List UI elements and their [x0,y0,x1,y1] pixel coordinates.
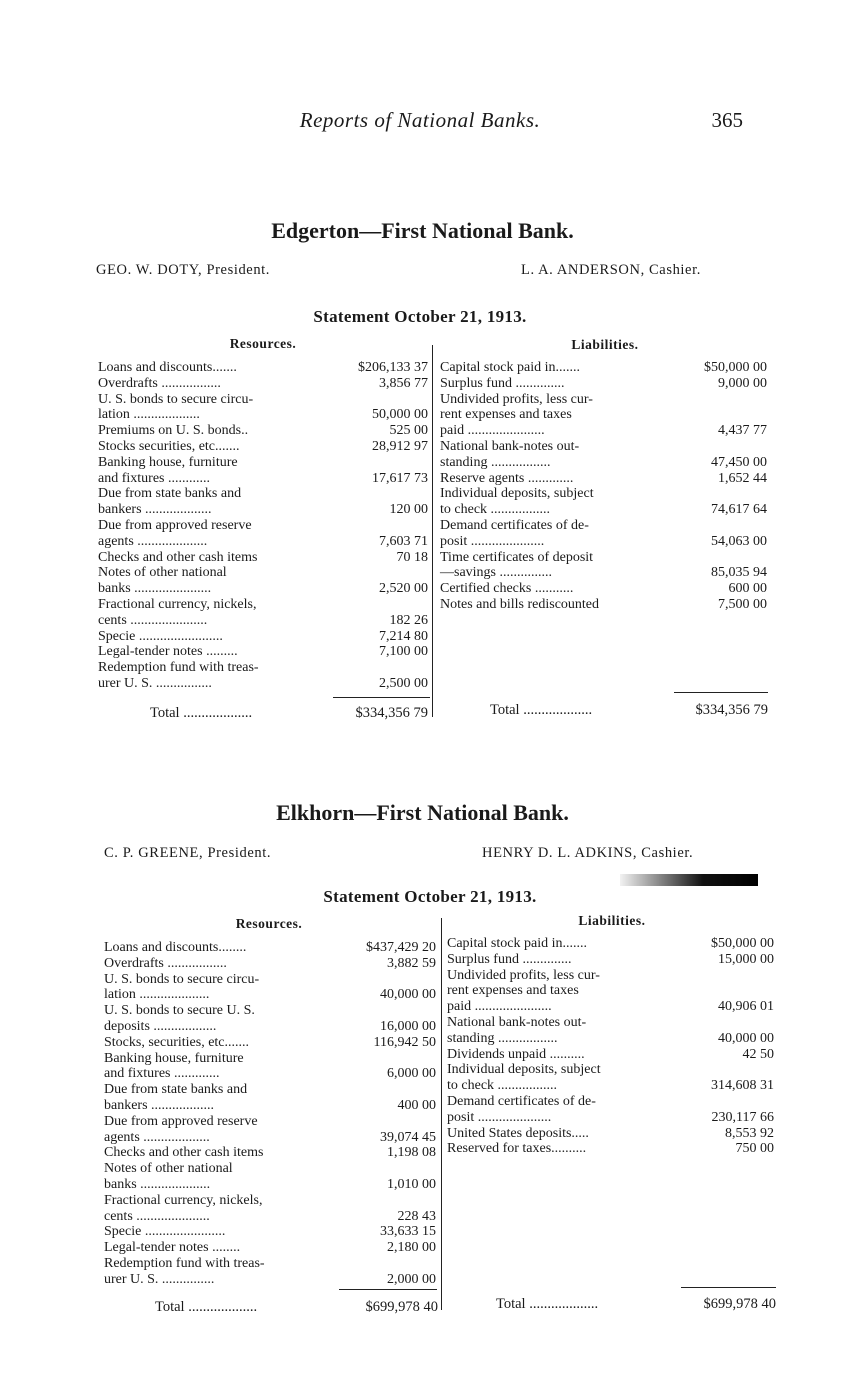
resources-total-row [150,705,428,722]
page-header-title: Reports of National Banks. [299,108,541,132]
ledger-row-label: Notes of other national banks .................... [104,1161,233,1192]
bank-name: Elkhorn—First National Bank. [276,800,569,825]
ledger-row [98,376,428,392]
ledger-row-amount: 750 00 [735,1141,774,1157]
ledger-row-amount: 314,608 31 [711,1078,774,1094]
bank-name: Edgerton—First National Bank. [271,218,574,243]
ledger-row-label: Dividends unpaid .......... [447,1046,585,1062]
statement-date: Statement October 21, 1913. [323,887,537,906]
statement-date: Statement October 21, 1913. [313,307,527,326]
total-label: Total ................... [496,1296,599,1312]
ledger-row-amount: 7,100 00 [379,644,428,660]
column-divider [432,345,433,717]
ledger-row-label: Due from approved reserve agents .................... [98,517,252,549]
ledger-row-amount: 600 00 [728,581,767,597]
ledger-row-label: Individual deposits, subject to check ................. [447,1062,601,1094]
ledger-row [104,956,436,972]
ledger-row [440,439,767,471]
ledger-row-amount: 228 43 [397,1208,436,1224]
ledger-row-amount: 182 26 [389,612,428,628]
ledger-row-amount: 2,180 00 [387,1240,436,1256]
ledger-row-amount: 40,906 01 [718,999,774,1015]
total-label: Total ................... [155,1299,258,1315]
ledger-row-amount: 2,000 00 [387,1271,436,1287]
resources-total-rule [333,697,430,698]
ledger-row-amount: 39,074 45 [380,1129,436,1145]
ledger-row [104,972,436,1004]
ledger-row [98,439,428,455]
ledger-row-label: Undivided profits, less cur- rent expenses and taxes paid ...................... [440,391,593,439]
ledger-row-label: Legal-tender notes ......... [98,644,238,660]
ledger-row-amount: 1,198 08 [387,1145,436,1161]
ledger-row-amount: 33,633 15 [380,1224,436,1240]
ledger-row [440,392,767,439]
liabilities-heading: Liabilities. [578,913,646,928]
ledger-row-label: Fractional currency, nickels, cents ...................... [98,596,257,628]
ledger-row [98,360,428,376]
ledger-row-label: Surplus fund .............. [447,951,572,967]
ledger-row-label: Notes of other national banks ...................... [98,565,227,597]
ledger-row-amount: 3,882 59 [387,955,436,971]
ledger-row [440,360,767,376]
ledger-row-label: Demand certificates of de- posit ..................... [440,517,589,549]
ledger-row [98,392,428,424]
ledger-row [98,455,428,487]
ledger-row-amount: 54,063 00 [711,533,767,549]
liabilities-total-rule [674,692,768,693]
ledger-row-amount: 7,214 80 [379,628,428,644]
ledger-row-label: United States deposits..... [447,1125,589,1141]
total-amount: $699,978 40 [703,1296,776,1312]
ledger-row-label: Banking house, furniture and fixtures ............. [104,1050,244,1082]
ledger-row-amount: $50,000 00 [711,936,774,951]
ledger-row [440,471,767,487]
ledger-row [447,952,774,968]
ledger-row [104,1035,436,1051]
ledger-row-label: Certified checks ........... [440,581,574,597]
ledger-row [104,1145,436,1161]
ledger-row-label: Redemption fund with treas- urer U. S. ................ [98,660,259,691]
ledger-row-label: Capital stock paid in....... [447,936,587,951]
ledger-row-amount: $206,133 37 [358,360,428,375]
resources-total-row [155,1299,438,1316]
ledger-row-label: Checks and other cash items [104,1145,264,1161]
president-line: C. P. GREENE, President. [104,845,272,861]
ledger-row-amount: 50,000 00 [372,407,428,423]
ledger-row [104,1051,436,1083]
ledger-row [440,597,767,613]
ledger-row-label: Specie ....................... [104,1224,226,1240]
ledger-row-label: Overdrafts ................. [98,375,221,391]
ledger-row-label: Surplus fund .............. [440,375,565,391]
resources-heading: Resources. [229,336,297,351]
ledger-row [447,1126,774,1142]
cashier-line: HENRY D. L. ADKINS, Cashier. [482,845,694,861]
total-label: Total ................... [490,702,593,718]
ledger-row-amount: 16,000 00 [380,1018,436,1034]
ledger-row-label: National bank-notes out- standing ................. [440,438,580,470]
ledger-row-amount: 9,000 00 [718,375,767,391]
ledger-row [104,1161,436,1193]
ledger-row [440,376,767,392]
ledger-row-amount: 42 50 [742,1046,774,1062]
ledger-row [440,486,767,518]
ledger-row-label: Loans and discounts....... [98,360,237,375]
ledger-row [98,644,428,660]
ledger-row-label: Checks and other cash items [98,549,258,565]
ledger-row [447,1141,774,1157]
ledger-row-label: Due from approved reserve agents ................... [104,1113,258,1145]
ledger-row [98,629,428,645]
ledger-row-label: Legal-tender notes ........ [104,1240,241,1256]
ledger-row [98,518,428,550]
total-amount: $334,356 79 [355,705,428,721]
ledger-row [440,518,767,550]
ledger-row-label: Banking house, furniture and fixtures ............ [98,454,238,486]
liabilities-heading: Liabilities. [571,337,639,352]
ledger-row-amount: 15,000 00 [718,951,774,967]
ledger-row [98,597,428,629]
ledger-row-amount: 116,942 50 [373,1034,436,1050]
ledger-row-label: Reserved for taxes.......... [447,1141,587,1157]
liabilities-list [447,936,774,1157]
ledger-row [447,936,774,952]
ledger-row-label: National bank-notes out- standing ................. [447,1014,587,1046]
ledger-row-amount: 1,652 44 [718,470,767,486]
ledger-row-amount: 85,035 94 [711,565,767,581]
total-amount: $334,356 79 [695,702,768,718]
president-line: GEO. W. DOTY, President. [96,262,271,278]
ledger-row-label: Stocks securities, etc....... [98,438,240,454]
ledger-row-label: Redemption fund with treas- urer U. S. ............... [104,1255,265,1287]
ledger-row-amount: 40,000 00 [380,987,436,1003]
ledger-row-label: Stocks, securities, etc....... [104,1034,250,1050]
ledger-row-label: Loans and discounts........ [104,940,247,955]
ledger-row-amount: 40,000 00 [718,1030,774,1046]
ledger-row-amount: 2,520 00 [379,581,428,597]
ledger-row-label: Notes and bills rediscounted [440,596,600,612]
ledger-row [98,550,428,566]
ledger-row-amount: 6,000 00 [387,1066,436,1082]
ledger-row-amount: 17,617 73 [372,470,428,486]
ledger-row-label: Specie ........................ [98,628,223,644]
ledger-row-amount: 74,617 64 [711,502,767,518]
ink-smudge [620,874,758,886]
ledger-row-amount: 1,010 00 [387,1176,436,1192]
ledger-row-amount: 8,553 92 [725,1125,774,1141]
ledger-row-label: Time certificates of deposit —savings ............... [440,549,594,581]
ledger-row [104,1193,436,1225]
ledger-row [447,968,774,1015]
ledger-row-label: Reserve agents ............. [440,470,574,486]
ledger-row [104,940,436,956]
total-amount: $699,978 40 [365,1299,438,1315]
ledger-row-amount: 7,500 00 [718,596,767,612]
ledger-row [447,1015,774,1047]
ledger-row [98,565,428,597]
ledger-row-amount: 120 00 [389,502,428,518]
resources-heading: Resources. [235,916,303,931]
resources-list [98,360,428,692]
ledger-row-label: Capital stock paid in....... [440,360,580,375]
cashier-line: L. A. ANDERSON, Cashier. [521,262,701,278]
ledger-row [104,1082,436,1114]
ledger-row [440,550,767,582]
liabilities-list [440,360,767,613]
ledger-row-amount: 70 18 [396,549,428,565]
ledger-row [98,423,428,439]
ledger-row-label: Demand certificates of de- posit ..................... [447,1093,596,1125]
ledger-row-label: Due from state banks and bankers .................. [104,1082,248,1113]
ledger-row-label: Overdrafts ................. [104,955,227,971]
ledger-row-amount: 525 00 [389,423,428,439]
running-head [0,108,867,138]
resources-total-rule [339,1289,437,1290]
ledger-row [104,1114,436,1146]
ledger-row [447,1094,774,1126]
ledger-row-amount: 28,912 97 [372,438,428,454]
ledger-row-amount: $50,000 00 [704,360,767,375]
liabilities-total-row [496,1296,776,1313]
ledger-row [104,1003,436,1035]
resources-list [104,940,436,1288]
ledger-row-label: Undivided profits, less cur- rent expenses and taxes paid ...................... [447,967,600,1015]
ledger-row-amount: $437,429 20 [366,940,436,955]
ledger-row-amount: 3,856 77 [379,375,428,391]
ledger-row [447,1062,774,1094]
ledger-row [98,486,428,518]
ledger-row [98,660,428,692]
liabilities-total-rule [681,1287,776,1288]
ledger-row [104,1224,436,1240]
ledger-row-label: U. S. bonds to secure U. S. deposits .................. [104,1003,255,1034]
page-number: 365 [711,108,743,132]
ledger-row-amount: 4,437 77 [718,423,767,439]
ledger-row-label: Fractional currency, nickels, cents ..................... [104,1192,263,1224]
ledger-row-label: Individual deposits, subject to check ................. [440,486,594,518]
ledger-row-label: U. S. bonds to secure circu- lation .................... [104,971,260,1003]
ledger-row-amount: 7,603 71 [379,533,428,549]
liabilities-total-row [490,702,768,719]
ledger-row-amount: 2,500 00 [379,675,428,691]
column-divider [441,918,442,1310]
ledger-row-amount: 47,450 00 [711,454,767,470]
ledger-row-label: Premiums on U. S. bonds.. [98,423,249,439]
ledger-row [104,1256,436,1288]
ledger-row-label: U. S. bonds to secure circu- lation ................... [98,391,254,423]
ledger-row [440,581,767,597]
ledger-row [104,1240,436,1256]
ledger-row-label: Due from state banks and bankers ................... [98,486,242,518]
ledger-row [447,1047,774,1063]
ledger-row-amount: 230,117 66 [711,1109,774,1125]
total-label: Total ................... [150,705,253,721]
ledger-row-amount: 400 00 [397,1097,436,1113]
